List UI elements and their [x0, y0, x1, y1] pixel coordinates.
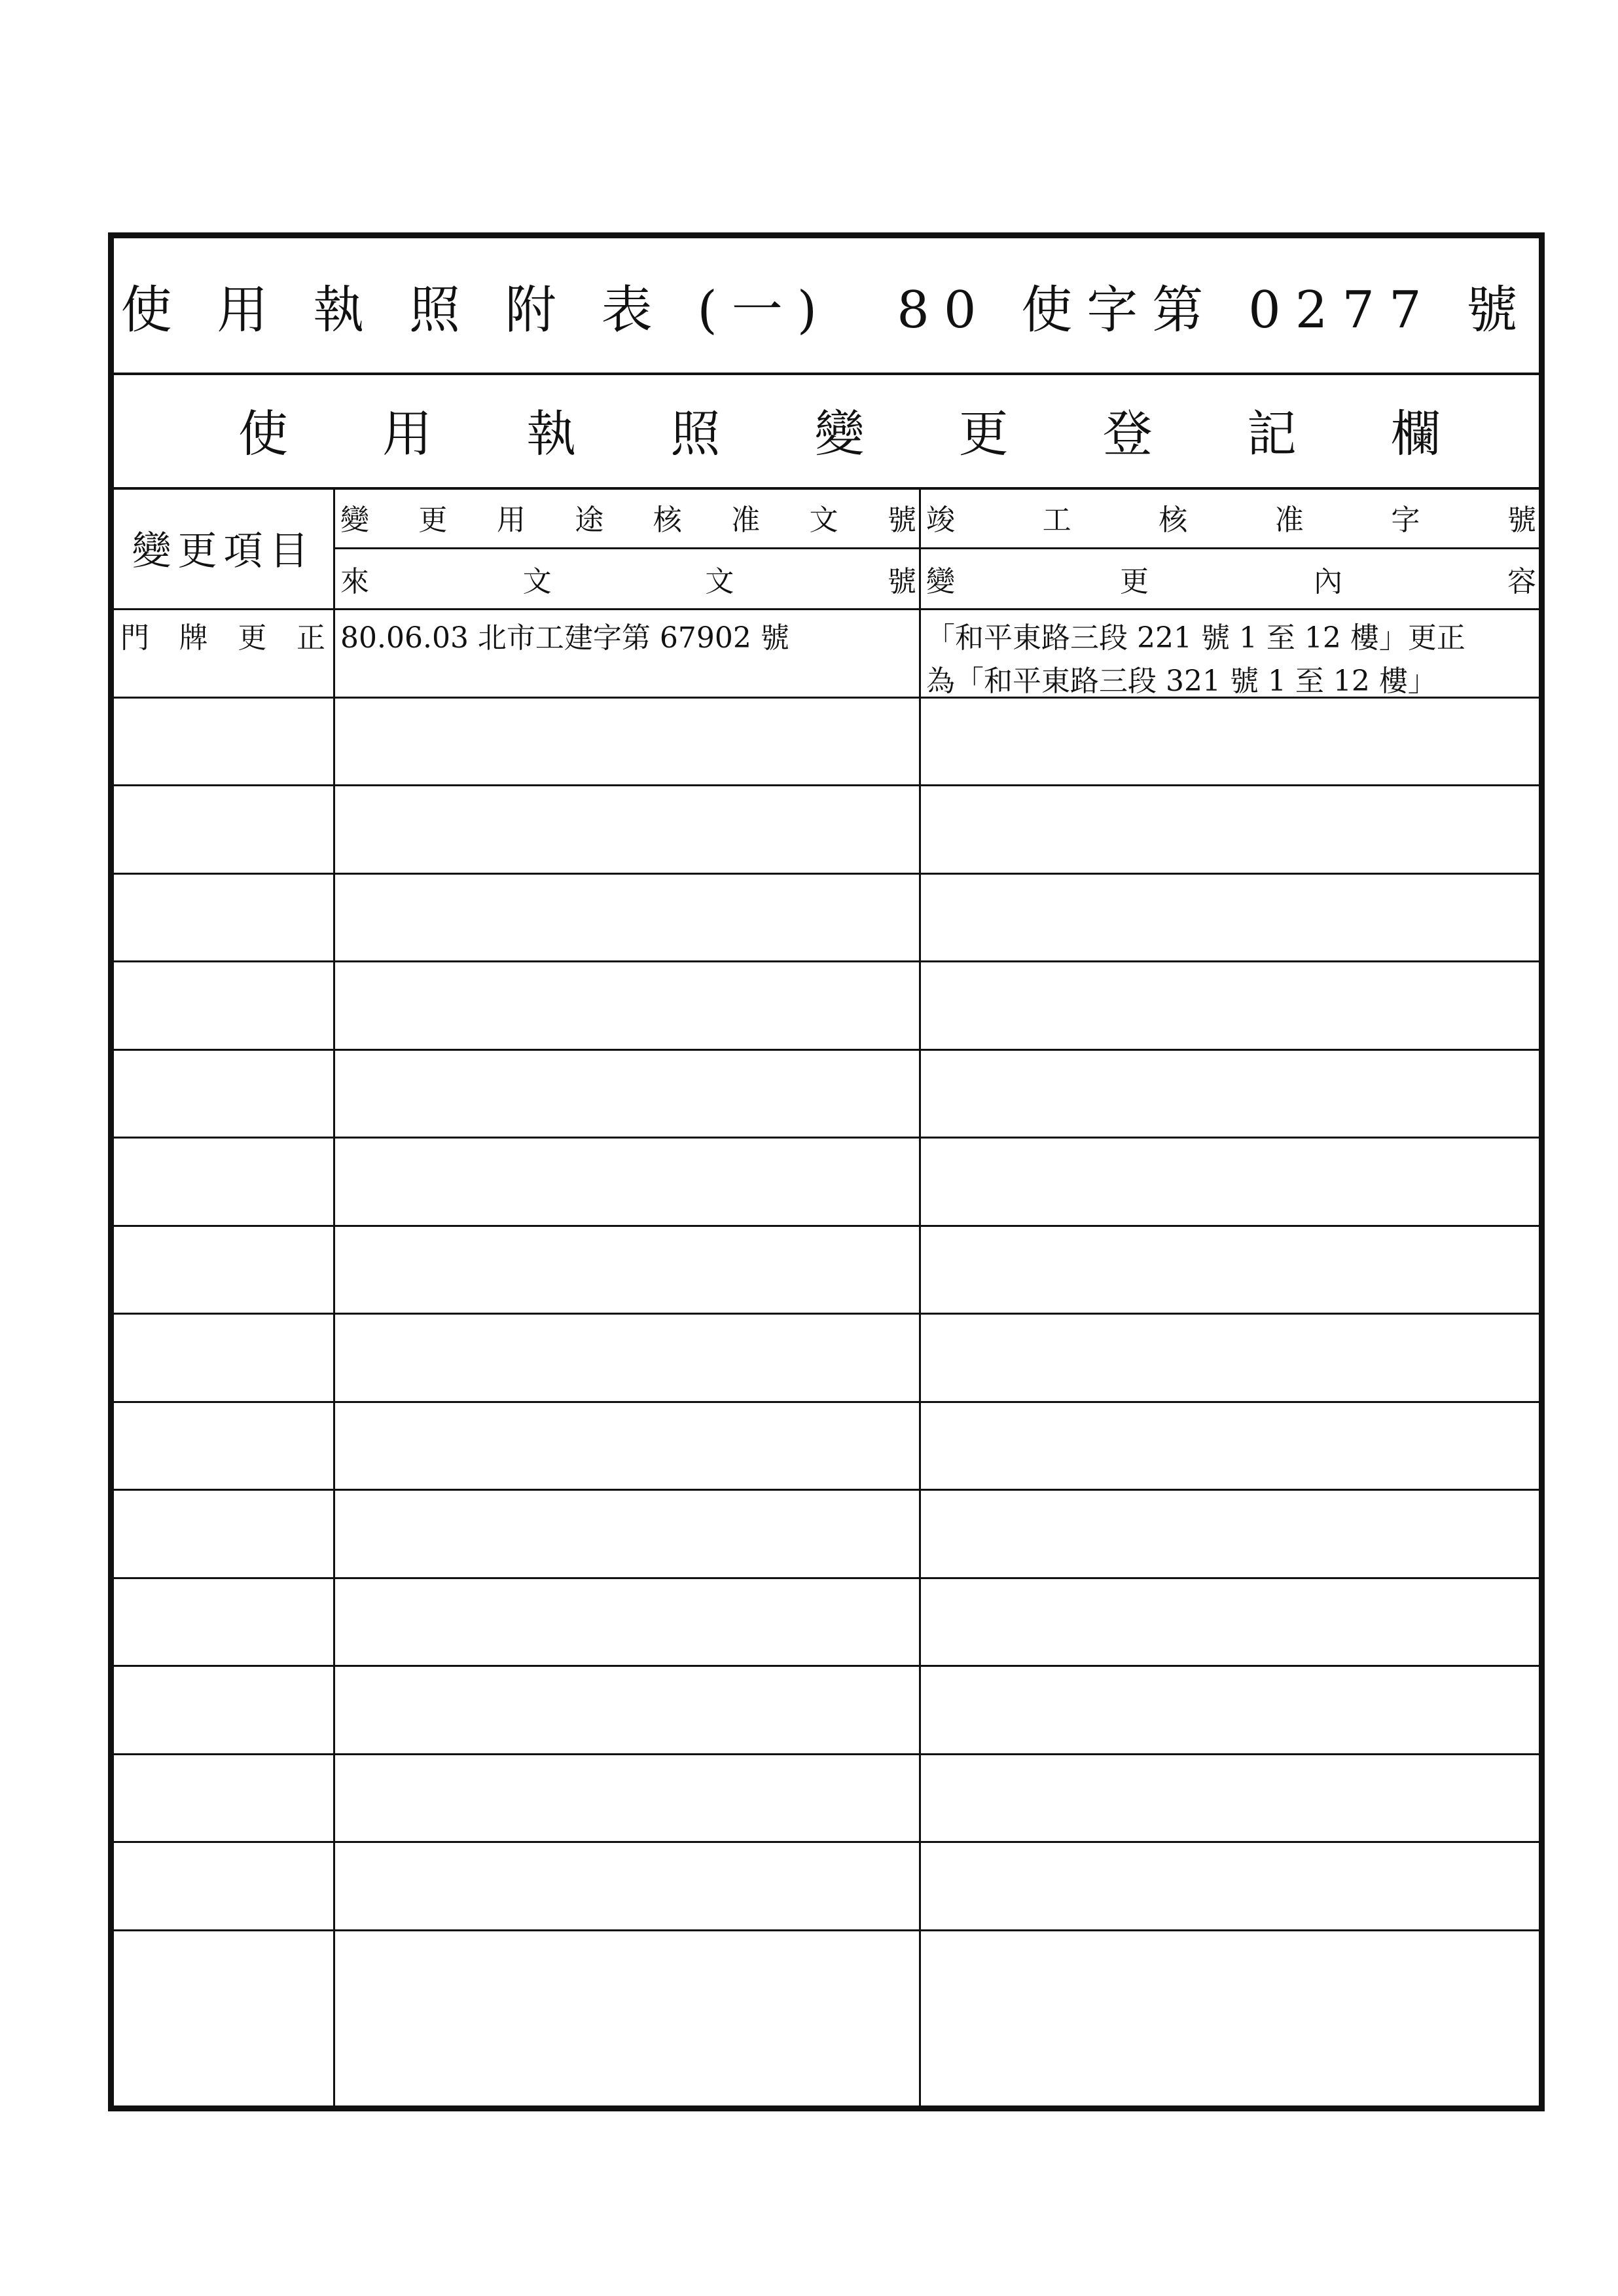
row-divider — [114, 960, 1539, 962]
title-row — [114, 238, 1539, 375]
header-char: 號 — [1507, 503, 1536, 537]
row-divider — [114, 784, 1539, 786]
header-char: 更 — [1120, 565, 1149, 598]
section-title-char: 照 — [670, 405, 721, 463]
row-divider — [114, 1489, 1539, 1491]
section-title-char: 用 — [382, 405, 433, 463]
header-char: 文 — [522, 565, 552, 598]
header-char: 用 — [496, 503, 526, 537]
row-reference-number: 80.06.03 北市工建字第 67902 號 — [340, 621, 789, 655]
item-char: 更 — [238, 621, 267, 655]
header-char: 文 — [705, 565, 734, 598]
header-char: 准 — [1274, 503, 1304, 537]
header-change-content — [921, 549, 1539, 608]
row-divider — [114, 1929, 1539, 1931]
change-register-table — [114, 487, 1539, 2105]
row-divider — [114, 697, 1539, 699]
header-char: 竣 — [926, 503, 955, 537]
row-divider — [114, 1137, 1539, 1139]
header-char: 容 — [1507, 565, 1536, 598]
header-char: 准 — [731, 503, 761, 537]
subtitle-row — [114, 373, 1539, 490]
row-change-content — [921, 610, 1539, 697]
certificate-sheet — [108, 232, 1545, 2111]
row-divider — [114, 1577, 1539, 1579]
row-divider — [114, 1049, 1539, 1051]
header-char: 途 — [575, 503, 604, 537]
section-title-char: 執 — [526, 405, 577, 463]
change-content-line: 「和平東路三段 221 號 1 至 12 樓」更正 — [926, 621, 1465, 655]
row-divider — [114, 1841, 1539, 1843]
header-char: 變 — [340, 503, 369, 537]
item-char: 門 — [120, 621, 149, 655]
header-char: 更 — [418, 503, 448, 537]
section-title-char: 變 — [814, 405, 865, 463]
header-char: 字 — [1391, 503, 1420, 537]
row-divider — [114, 1313, 1539, 1315]
document-title: 使 用 執 照 附 表 (一) 80 使字第 0277 號 — [120, 280, 1532, 340]
header-incoming-number — [335, 549, 919, 608]
item-char: 牌 — [179, 621, 208, 655]
row-divider — [114, 1401, 1539, 1403]
section-title-char: 欄 — [1391, 405, 1441, 463]
column-divider — [333, 487, 335, 2105]
header-char: 來 — [340, 565, 369, 598]
section-title — [238, 373, 1441, 487]
row-divider — [114, 873, 1539, 875]
header-char: 號 — [887, 565, 916, 598]
section-title-char: 記 — [1246, 405, 1297, 463]
row-divider — [114, 1753, 1539, 1755]
header-char: 變 — [926, 565, 955, 598]
row-change-item — [114, 610, 333, 697]
header-char: 號 — [887, 503, 916, 537]
column-divider — [919, 487, 921, 2105]
section-title-char: 更 — [958, 405, 1009, 463]
header-char: 核 — [1159, 503, 1188, 537]
header-approval-number — [335, 487, 919, 547]
header-completion-number — [921, 487, 1539, 547]
change-content-line: 為「和平東路三段 321 號 1 至 12 樓」 — [926, 665, 1437, 697]
item-char: 正 — [296, 621, 325, 655]
row-divider — [114, 1225, 1539, 1227]
header-char: 核 — [653, 503, 682, 537]
header-change-item: 變更項目 — [132, 528, 315, 574]
section-title-char: 使 — [238, 405, 288, 463]
row-divider — [114, 1665, 1539, 1667]
section-title-char: 登 — [1102, 405, 1153, 463]
header-char: 內 — [1314, 565, 1342, 598]
header-char: 工 — [1042, 503, 1071, 537]
header-char: 文 — [809, 503, 838, 537]
